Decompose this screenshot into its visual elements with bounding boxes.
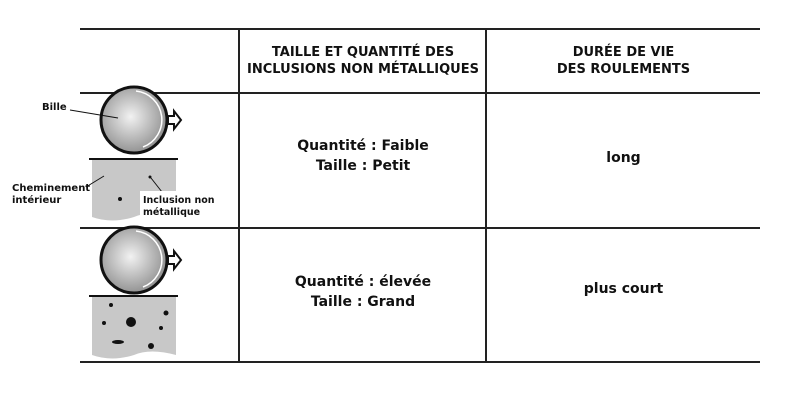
- row1-quantity: Quantité : Faible: [297, 138, 429, 154]
- label-inclusion: [143, 195, 215, 219]
- header-life-line2: DES ROULEMENTS: [556, 62, 691, 77]
- row1-inclusions: [240, 136, 486, 176]
- label-raceway: [12, 183, 90, 207]
- label-raceway-line1: Cheminement: [12, 183, 91, 194]
- label-inclusion-line2: métallique: [143, 207, 201, 218]
- header-inclusions: [240, 44, 486, 78]
- header-bearing-life: [487, 44, 760, 78]
- diagram-large-inclusions: [89, 227, 181, 359]
- row2-life: plus court: [583, 281, 664, 297]
- header-inclusions-line1: TAILLE ET QUANTITÉ DES: [271, 45, 455, 60]
- label-raceway-line2: intérieur: [12, 195, 62, 206]
- label-inclusion-line1: Inclusion non: [143, 195, 215, 206]
- row1-size: Taille : Petit: [315, 158, 411, 174]
- header-life-line1: DURÉE DE VIE: [572, 45, 675, 60]
- label-ball: Bille: [42, 102, 67, 113]
- header-inclusions-line2: INCLUSIONS NON MÉTALLIQUES: [247, 62, 479, 77]
- row2-size: Taille : Grand: [310, 294, 416, 310]
- row2-quantity: Quantité : élevée: [294, 274, 432, 290]
- row2-inclusions: [240, 272, 486, 312]
- row1-life: long: [606, 150, 641, 166]
